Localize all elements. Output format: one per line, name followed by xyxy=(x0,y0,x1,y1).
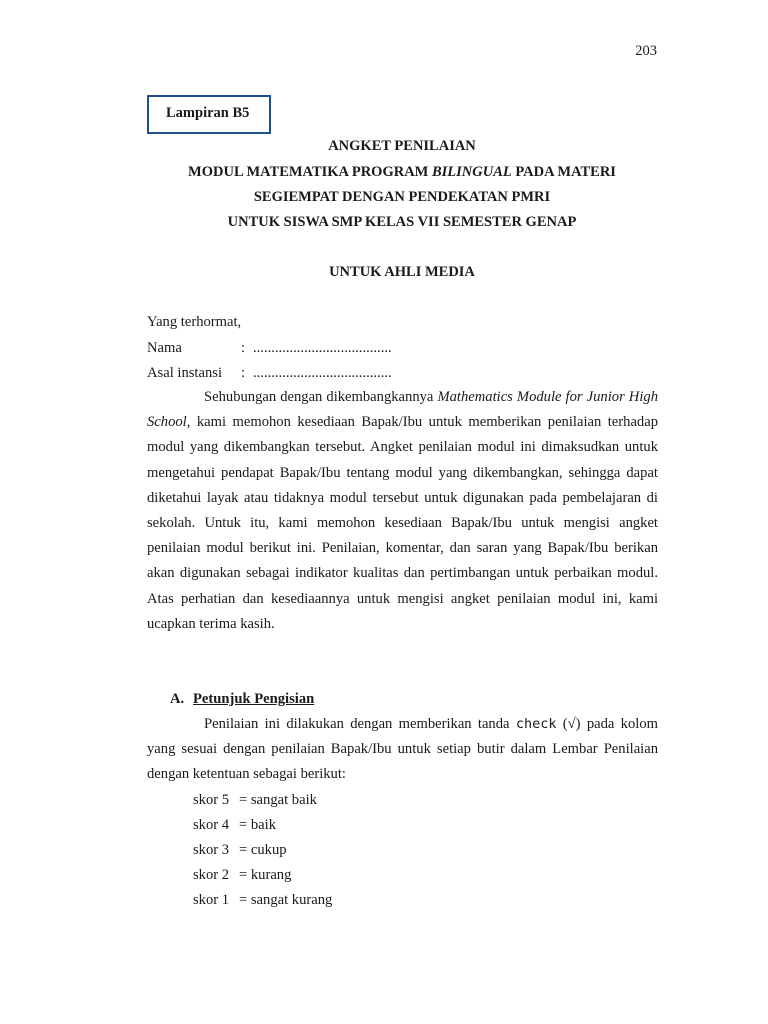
lampiran-label-box xyxy=(147,95,271,134)
field-institution-label: Asal instansi xyxy=(147,365,222,381)
title-line-2-part-b: PADA MATERI xyxy=(511,164,616,180)
intro-italic: Mathematics Module for Junior High School xyxy=(147,389,658,431)
title-line-4: UNTUK SISWA SMP KELAS VII SEMESTER GENAP xyxy=(227,214,577,230)
section-a-paragraph xyxy=(147,712,658,788)
field-institution-value: ...................................... xyxy=(253,365,392,381)
score-value: = cukup xyxy=(239,842,287,858)
score-key: skor 2 xyxy=(193,867,230,883)
lampiran-label: Lampiran B5 xyxy=(166,105,250,121)
title-line-3: SEGIEMPAT DENGAN PENDEKATAN PMRI xyxy=(253,189,551,205)
field-name-label: Nama xyxy=(147,340,182,356)
score-item xyxy=(193,792,317,809)
intro-paragraph xyxy=(147,385,658,637)
score-item xyxy=(193,817,276,834)
check-word: check xyxy=(515,716,557,732)
score-value: = baik xyxy=(239,817,277,833)
score-key: skor 1 xyxy=(193,892,230,908)
section-a-text-2: pada kolom yang sesuai dengan penilaian Bapak/Ibu untuk setiap butir dalam Lembar Penilaian dengan ketentuan sebagai berikut: xyxy=(147,716,658,783)
field-name-colon: : xyxy=(241,340,246,356)
score-item xyxy=(193,867,291,884)
score-value: = sangat kurang xyxy=(239,892,333,908)
page-number: 203 xyxy=(635,43,657,59)
section-a-title: Petunjuk Pengisian xyxy=(193,691,315,707)
intro-part-2: , kami memohon kesediaan Bapak/Ibu untuk memberikan penilaian terhadap modul yang dikembangkan tersebut. Angket penilaian modul ini dimaksudkan untuk mengetahui pendapat Bapak/Ibu tentang modul yang dikembangkan, sehingga dapat diketahui layak atau tidaknya modul tersebut untuk digunakan pada pembelajaran di sekolah. Untuk itu, kami memohon kesediaan Bapak/Ibu untuk mengisi angket penilaian modul berikut ini. Penilaian, komentar, dan saran yang Bapak/Ibu berikan akan digunakan sebagai indikator kualitas dan pertimbangan untuk perbaikan modul. Atas perhatian dan kesediaannya untuk mengisi angket penilaian modul ini, kami ucapkan terima kasih. xyxy=(147,414,658,632)
score-value: = kurang xyxy=(239,867,292,883)
title-line-1: ANGKET PENILAIAN xyxy=(328,138,476,154)
score-key: skor 3 xyxy=(193,842,230,858)
score-item xyxy=(193,842,287,859)
field-institution-colon: : xyxy=(241,365,246,381)
title-line-2-part-a: MODUL MATEMATIKA PROGRAM xyxy=(188,164,432,180)
field-name xyxy=(147,340,392,357)
score-key: skor 5 xyxy=(193,792,230,808)
check-mark-icon: (√) xyxy=(556,716,581,732)
field-institution xyxy=(147,365,392,382)
salutation: Yang terhormat, xyxy=(147,314,242,330)
score-item xyxy=(193,892,332,909)
section-a-heading xyxy=(170,691,314,708)
subtitle: UNTUK AHLI MEDIA xyxy=(329,264,475,280)
field-name-value: ...................................... xyxy=(253,340,392,356)
section-a-text-1: Penilaian ini dilakukan dengan memberikan tanda xyxy=(204,716,516,732)
score-key: skor 4 xyxy=(193,817,230,833)
title-line-2-italic: BILINGUAL xyxy=(431,164,512,180)
intro-part-1: Sehubungan dengan dikembangkannya xyxy=(204,389,438,405)
score-value: = sangat baik xyxy=(239,792,317,808)
section-a-letter: A. xyxy=(170,691,185,707)
title-line-2 xyxy=(0,164,768,181)
